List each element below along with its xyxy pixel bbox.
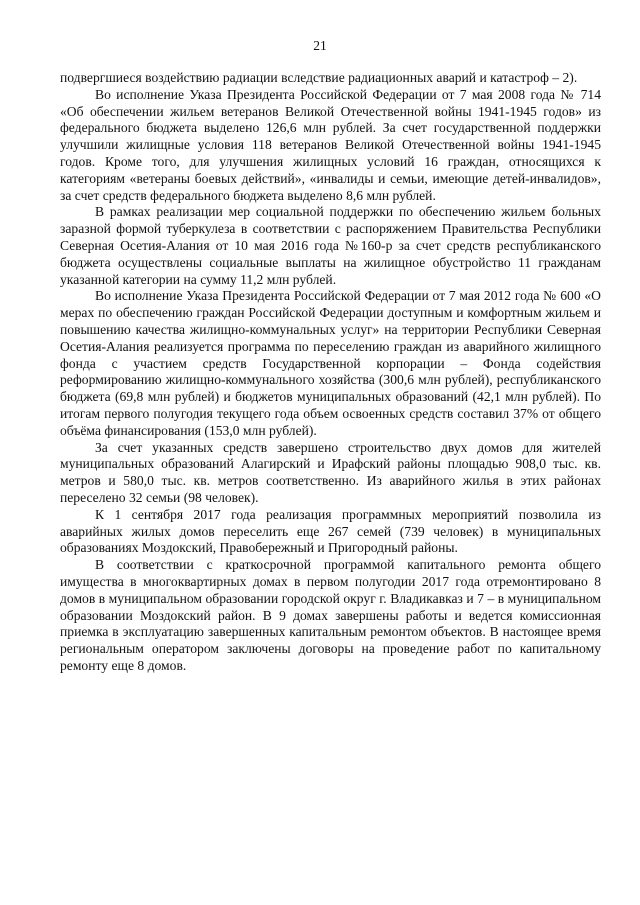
document-body [60, 70, 601, 675]
paragraph-veterans-housing: Во исполнение Указа Президента Российской Федерации от 7 мая 2008 года № 714 «Об обеспечении жильем ветеранов Великой Отечественной войны 1941-1945 годов» из федерального бюджета выделено 126,6 млн рублей. За счет государственной поддержки улучшили жилищные условия 118 ветеранов Великой Отечественной войны 1941-1945 годов. Кроме того, для улучшения жилищных условий 16 граждан, относящихся к категориям «ветераны боевых действий», «инвалиды и семьи, имеющие детей-инвалидов», за счет средств федерального бюджета выделено 8,6 млн рублей. [60, 86, 601, 203]
paragraph-capital-repair: В соответствии с краткосрочной программой капитального ремонта общего имущества в многоквартирных домах в первом полугодии 2017 года отремонтировано 8 домов в муниципальном образовании городской округ г. Владикавказ и 7 – в муниципальном образовании Моздокский район. В 9 домах завершены работы и ведется комиссионная приемка в эксплуатацию завершенных капитальным ремонтом объектов. В настоящее время региональным оператором заключены договоры на проведение работ по капитальному ремонту еще 8 домов. [60, 557, 601, 673]
paragraph-resettlement-results: К 1 сентября 2017 года реализация программных мероприятий позволила из аварийных жилых домов переселить еще 267 семей (739 человек) в муниципальных образованиях Моздокский, Правобережный и Пригородный районы. [60, 506, 601, 556]
paragraph-construction-completed: За счет указанных средств завершено строительство двух домов для жителей муниципальных образований Алагирский и Ирафский районы площадью 908,0 тыс. кв. метров и 580,0 тыс. кв. метров соответственно. Из аварийного жилья в этих районах переселено 32 семьи (98 человек). [60, 439, 601, 505]
paragraph-resettlement-program: Во исполнение Указа Президента Российской Федерации от 7 мая 2012 года № 600 «О мерах по обеспечению граждан Российской Федерации доступным и комфортным жильем и повышению качества жилищно-коммунальных услуг» на территории Республики Северная Осетия-Алания реализуется программа по переселению граждан из аварийного жилищного фонда с участием средств Государственной корпорации – Фонда содействия реформированию жилищно-коммунального хозяйства (300,6 млн рублей), республиканского бюджета (69,8 млн рублей) и бюджетов муниципальных образований (42,1 млн рублей). По итогам первого полугодия текущего года объем освоенных средств составил 37% от общего объёма финансирования (153,0 млн рублей). [60, 288, 601, 438]
paragraph-continuation: подвергшиеся воздействию радиации вследствие радиационных аварий и катастроф – 2). [60, 70, 578, 85]
paragraph-tuberculosis-support: В рамках реализации мер социальной поддержки по обеспечению жильем больных заразной формой туберкулеза в соответствии с распоряжением Правительства Республики Северная Осетия-Алания от 10 мая 2016 года №160-р за счет средств республиканского бюджета осуществлены социальные выплаты на жилищное обустройство 11 гражданам указанной категории на сумму 11,2 млн рублей. [60, 204, 601, 287]
page-number: 21 [313, 38, 327, 53]
